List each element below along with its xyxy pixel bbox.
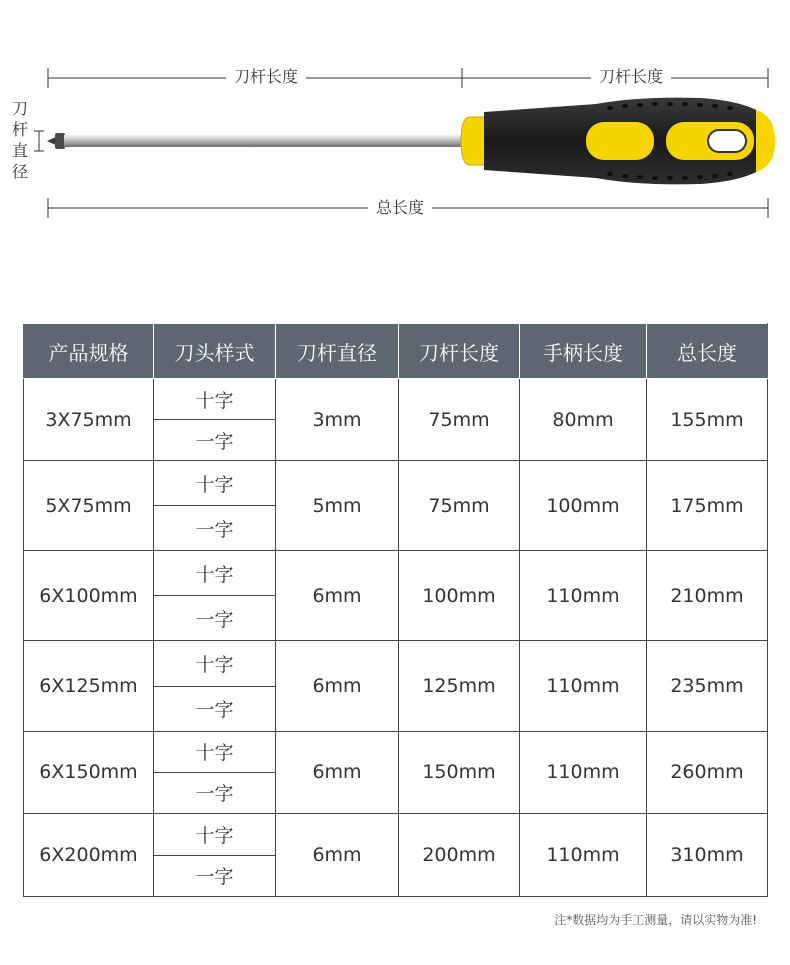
cell-total-length: 260mm <box>647 731 768 813</box>
header-handle-length: 手柄长度 <box>520 324 647 379</box>
blade-length-label: 刀杆长度 <box>226 67 306 87</box>
handle-length-label: 刀杆长度 <box>591 67 671 87</box>
cell-handle-length: 110mm <box>520 641 647 731</box>
handle-end-cap <box>756 110 775 172</box>
cell-diameter: 6mm <box>276 641 399 731</box>
header-spec: 产品规格 <box>24 324 154 379</box>
table-row <box>24 461 768 506</box>
cell-total-length: 235mm <box>647 641 768 731</box>
cell-handle-length: 100mm <box>520 461 647 551</box>
cell-blade-length: 75mm <box>399 379 520 461</box>
cell-tip-slotted: 一字 <box>154 772 276 813</box>
measurement-note: 注*数据均为手工测量，请以实物为准! <box>554 913 757 927</box>
cell-blade-length: 75mm <box>399 461 520 551</box>
cell-blade-length: 125mm <box>399 641 520 731</box>
cell-tip-cross: 十字 <box>154 551 276 596</box>
handle-collar <box>461 117 486 165</box>
cell-total-length: 210mm <box>647 551 768 641</box>
cell-spec: 5X75mm <box>24 461 154 551</box>
screwdriver-tip-body <box>55 133 65 149</box>
cell-spec: 6X200mm <box>24 813 154 896</box>
cell-total-length: 310mm <box>647 813 768 896</box>
header-shaft-length: 刀杆长度 <box>399 324 520 379</box>
cell-diameter: 5mm <box>276 461 399 551</box>
cell-tip-cross: 十字 <box>154 379 276 420</box>
cell-diameter: 3mm <box>276 379 399 461</box>
cell-diameter: 6mm <box>276 551 399 641</box>
table-row <box>24 379 768 420</box>
cell-tip-cross: 十字 <box>154 813 276 855</box>
table-row <box>24 641 768 686</box>
cell-tip-slotted: 一字 <box>154 855 276 896</box>
cell-tip-slotted: 一字 <box>154 420 276 461</box>
diameter-mark <box>34 131 44 151</box>
hang-hole <box>708 130 746 152</box>
cell-blade-length: 150mm <box>399 731 520 813</box>
cell-spec: 6X150mm <box>24 731 154 813</box>
cell-tip-cross: 十字 <box>154 731 276 772</box>
table-header-row <box>24 324 768 379</box>
table-row <box>24 813 768 855</box>
cell-spec: 3X75mm <box>24 379 154 461</box>
blade-diameter-label: 刀 杆 直 径 <box>11 99 28 181</box>
cell-diameter: 6mm <box>276 813 399 896</box>
cell-handle-length: 110mm <box>520 731 647 813</box>
cell-spec: 6X100mm <box>24 551 154 641</box>
header-tip-style: 刀头样式 <box>154 324 276 379</box>
table-row <box>24 551 768 596</box>
cell-tip-slotted: 一字 <box>154 686 276 731</box>
cell-handle-length: 110mm <box>520 551 647 641</box>
header-shaft-diameter: 刀杆直径 <box>276 324 399 379</box>
screwdriver-shaft <box>64 135 468 147</box>
table-row <box>24 731 768 772</box>
cell-spec: 6X125mm <box>24 641 154 731</box>
cell-total-length: 155mm <box>647 379 768 461</box>
cell-tip-slotted: 一字 <box>154 506 276 551</box>
total-length-label: 总长度 <box>368 198 432 218</box>
cell-handle-length: 110mm <box>520 813 647 896</box>
cell-blade-length: 200mm <box>399 813 520 896</box>
cell-diameter: 6mm <box>276 731 399 813</box>
cell-blade-length: 100mm <box>399 551 520 641</box>
cell-handle-length: 80mm <box>520 379 647 461</box>
spec-table <box>23 323 768 897</box>
cell-tip-cross: 十字 <box>154 641 276 686</box>
grip-insert-left <box>586 122 654 160</box>
header-total-length: 总长度 <box>647 324 768 379</box>
cell-total-length: 175mm <box>647 461 768 551</box>
cell-tip-slotted: 一字 <box>154 596 276 641</box>
cell-tip-cross: 十字 <box>154 461 276 506</box>
